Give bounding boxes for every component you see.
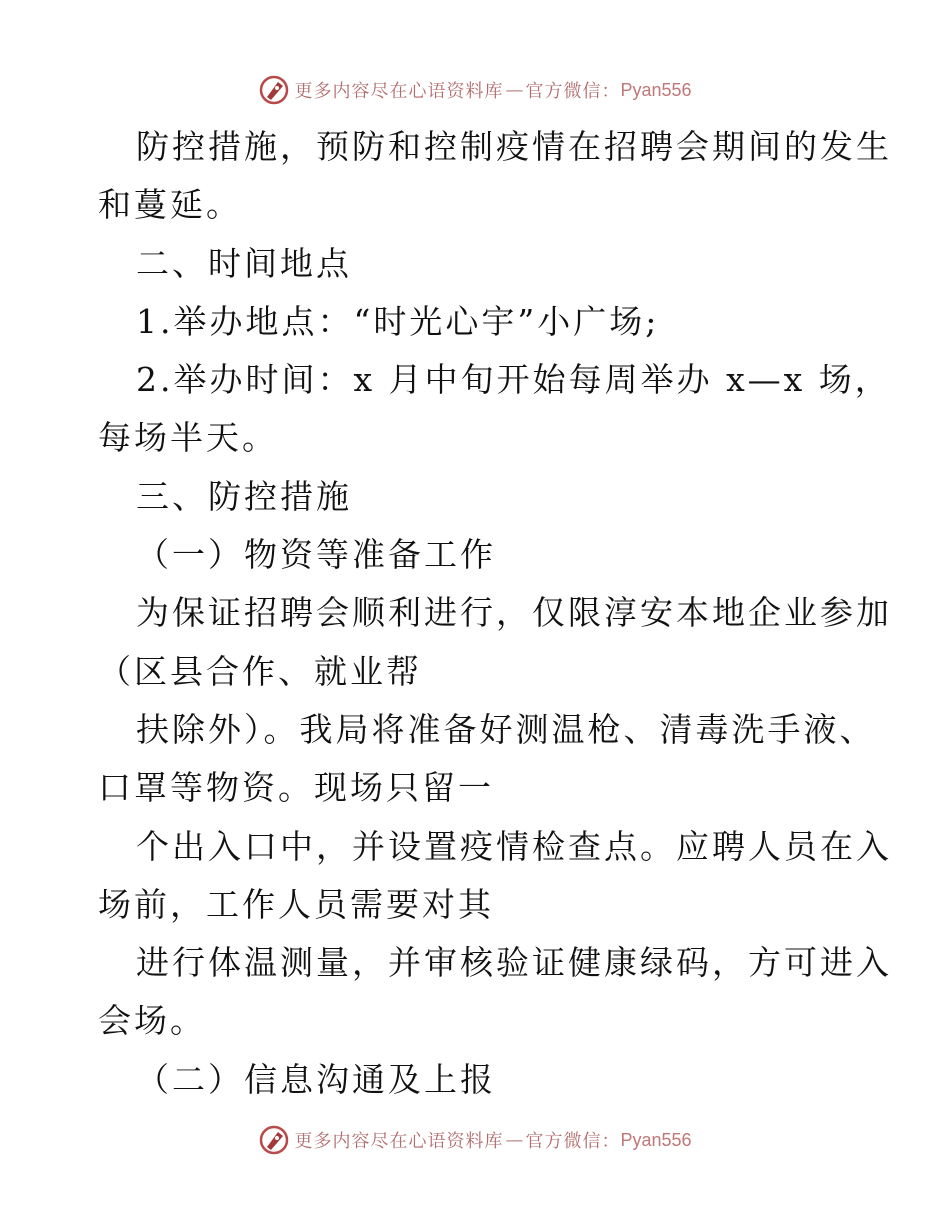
subsection-heading: （二）信息沟通及上报 <box>136 1059 496 1099</box>
paragraph-line: 进行体温测量，并审核验证健康绿码，方可进入 <box>136 943 892 983</box>
section-heading: 三、防控措施 <box>136 476 352 516</box>
watermark-wechat-id: Pyan556 <box>620 79 692 100</box>
section-heading: 二、时间地点 <box>136 243 352 283</box>
list-item: 1.举办地点：“时光心宇”小广场; <box>136 301 660 341</box>
paragraph-line: 个出入口中，并设置疫情检查点。应聘人员在入 <box>136 826 892 866</box>
watermark-official-label: 官方微信： <box>525 1131 621 1152</box>
list-item: 2.举办时间：x 月中旬开始每周举办 x—x 场， <box>136 360 891 400</box>
watermark-separator: — <box>505 79 524 101</box>
watermark-wechat-id: Pyan556 <box>620 1129 692 1150</box>
paragraph-line: 口罩等物资。现场只留一 <box>98 768 494 808</box>
paragraph-line: 会场。 <box>98 1001 206 1041</box>
watermark-official-label: 官方微信： <box>525 81 621 102</box>
footer-watermark <box>0 1122 950 1158</box>
subsection-heading: （一）物资等准备工作 <box>136 535 496 575</box>
pen-nib-logo-icon <box>258 1124 290 1156</box>
watermark-text: 更多内容尽在心语资料库 <box>294 1131 504 1152</box>
watermark-separator: — <box>505 1129 524 1151</box>
paragraph-line: （区县合作、就业帮 <box>98 651 422 691</box>
document-body <box>98 118 892 1109</box>
paragraph-line: 扶除外）。我局将准备好测温枪、清毒洗手液、 <box>136 709 876 749</box>
paragraph-line: 防控措施，预防和控制疫情在招聘会期间的发生 <box>136 127 892 166</box>
paragraph-line: 场前，工作人员需要对其 <box>98 884 494 924</box>
header-watermark <box>0 72 950 108</box>
paragraph-line: 为保证招聘会顺利进行，仅限淳安本地企业参加 <box>136 593 892 633</box>
pen-nib-logo-icon <box>258 74 290 106</box>
paragraph-line: 每场半天。 <box>98 418 278 458</box>
paragraph-line: 和蔓延。 <box>98 185 242 225</box>
watermark-text: 更多内容尽在心语资料库 <box>294 81 504 102</box>
